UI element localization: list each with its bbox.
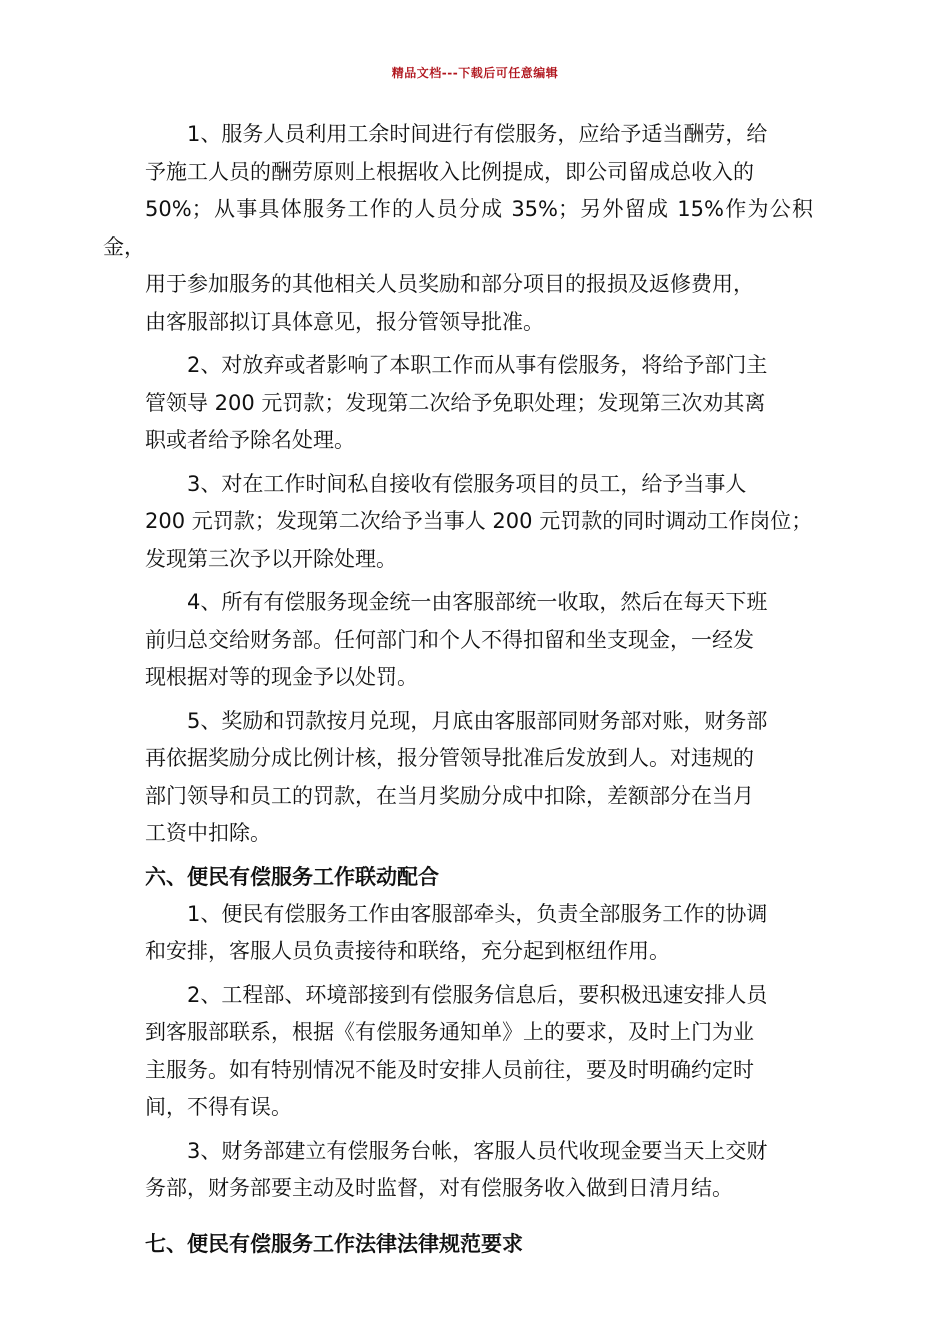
document-body [103, 116, 813, 1263]
text-line: 1、服务人员利用工余时间进行有偿服务，应给予适当酬劳，给 [187, 122, 768, 146]
text-line: 4、所有有偿服务现金统一由客服部统一收取，然后在每天下班 [187, 590, 768, 614]
text-line: 主服务。如有特别情况不能及时安排人员前往，要及时明确约定时 [145, 1057, 754, 1082]
text-line: 发现第三次予以开除处理。 [145, 546, 397, 571]
text-line: 部门领导和员工的罚款，在当月奖励分成中扣除，差额部分在当月 [145, 783, 754, 808]
text-line: 50%；从事具体服务工作的人员分成 35%；另外留成 15%作为公积金， [103, 197, 813, 259]
text-line: 现根据对等的现金予以处罚。 [145, 665, 418, 689]
text-line: 管领导 200 元罚款；发现第二次给予免职处理；发现第三次劝其离 [145, 390, 766, 415]
text-line: 由客服部拟订具体意见，报分管领导批准。 [145, 309, 544, 334]
paragraph [145, 584, 813, 697]
paragraph [145, 466, 813, 579]
text-line: 2、对放弃或者影响了本职工作而从事有偿服务，将给予部门主 [187, 353, 768, 377]
paragraph [145, 1133, 813, 1208]
text-line: 到客服部联系，根据《有偿服务通知单》上的要求，及时上门为业 [145, 1020, 754, 1044]
penalty-rules-section [103, 116, 813, 853]
paragraph [145, 347, 813, 460]
text-line: 5、奖励和罚款按月兑现，月底由客服部同财务部对账，财务部 [187, 708, 768, 733]
text-line: 予施工人员的酬劳原则上根据收入比例提成，即公司留成总收入的 [145, 159, 754, 184]
text-line: 再依据奖励分成比例计核，报分管领导批准后发放到人。对违规的 [145, 746, 754, 770]
text-line: 2、工程部、环境部接到有偿服务信息后，要积极迅速安排人员 [187, 982, 768, 1007]
coordination-section [145, 896, 813, 1208]
text-line: 工资中扣除。 [145, 821, 271, 845]
section-six-heading: 六、便民有偿服务工作联动配合 [145, 864, 439, 889]
text-line: 用于参加服务的其他相关人员奖励和部分项目的报损及返修费用， [145, 272, 754, 296]
text-line: 和安排，客服人员负责接待和联络，充分起到枢纽作用。 [145, 939, 670, 963]
text-line: 3、财务部建立有偿服务台帐，客服人员代收现金要当天上交财 [187, 1138, 768, 1163]
paragraph [145, 896, 813, 971]
text-line: 间，不得有误。 [145, 1095, 292, 1119]
paragraph [145, 703, 813, 853]
text-line: 1、便民有偿服务工作由客服部牵头，负责全部服务工作的协调 [187, 901, 768, 926]
text-line: 200 元罚款；发现第二次给予当事人 200 元罚款的同时调动工作岗位； [145, 509, 813, 533]
section-seven-heading: 七、便民有偿服务工作法律法律规范要求 [145, 1231, 523, 1256]
paragraph [145, 977, 813, 1127]
document-header-note: 精品文档---下载后可任意编辑 [391, 66, 559, 80]
text-line: 务部，财务部要主动及时监督，对有偿服务收入做到日清月结。 [145, 1176, 733, 1200]
text-line: 3、对在工作时间私自接收有偿服务项目的员工，给予当事人 [187, 471, 747, 496]
paragraph [103, 116, 813, 341]
text-line: 职或者给予除名处理。 [145, 428, 355, 452]
text-line: 前归总交给财务部。任何部门和个人不得扣留和坐支现金，一经发 [145, 627, 754, 652]
